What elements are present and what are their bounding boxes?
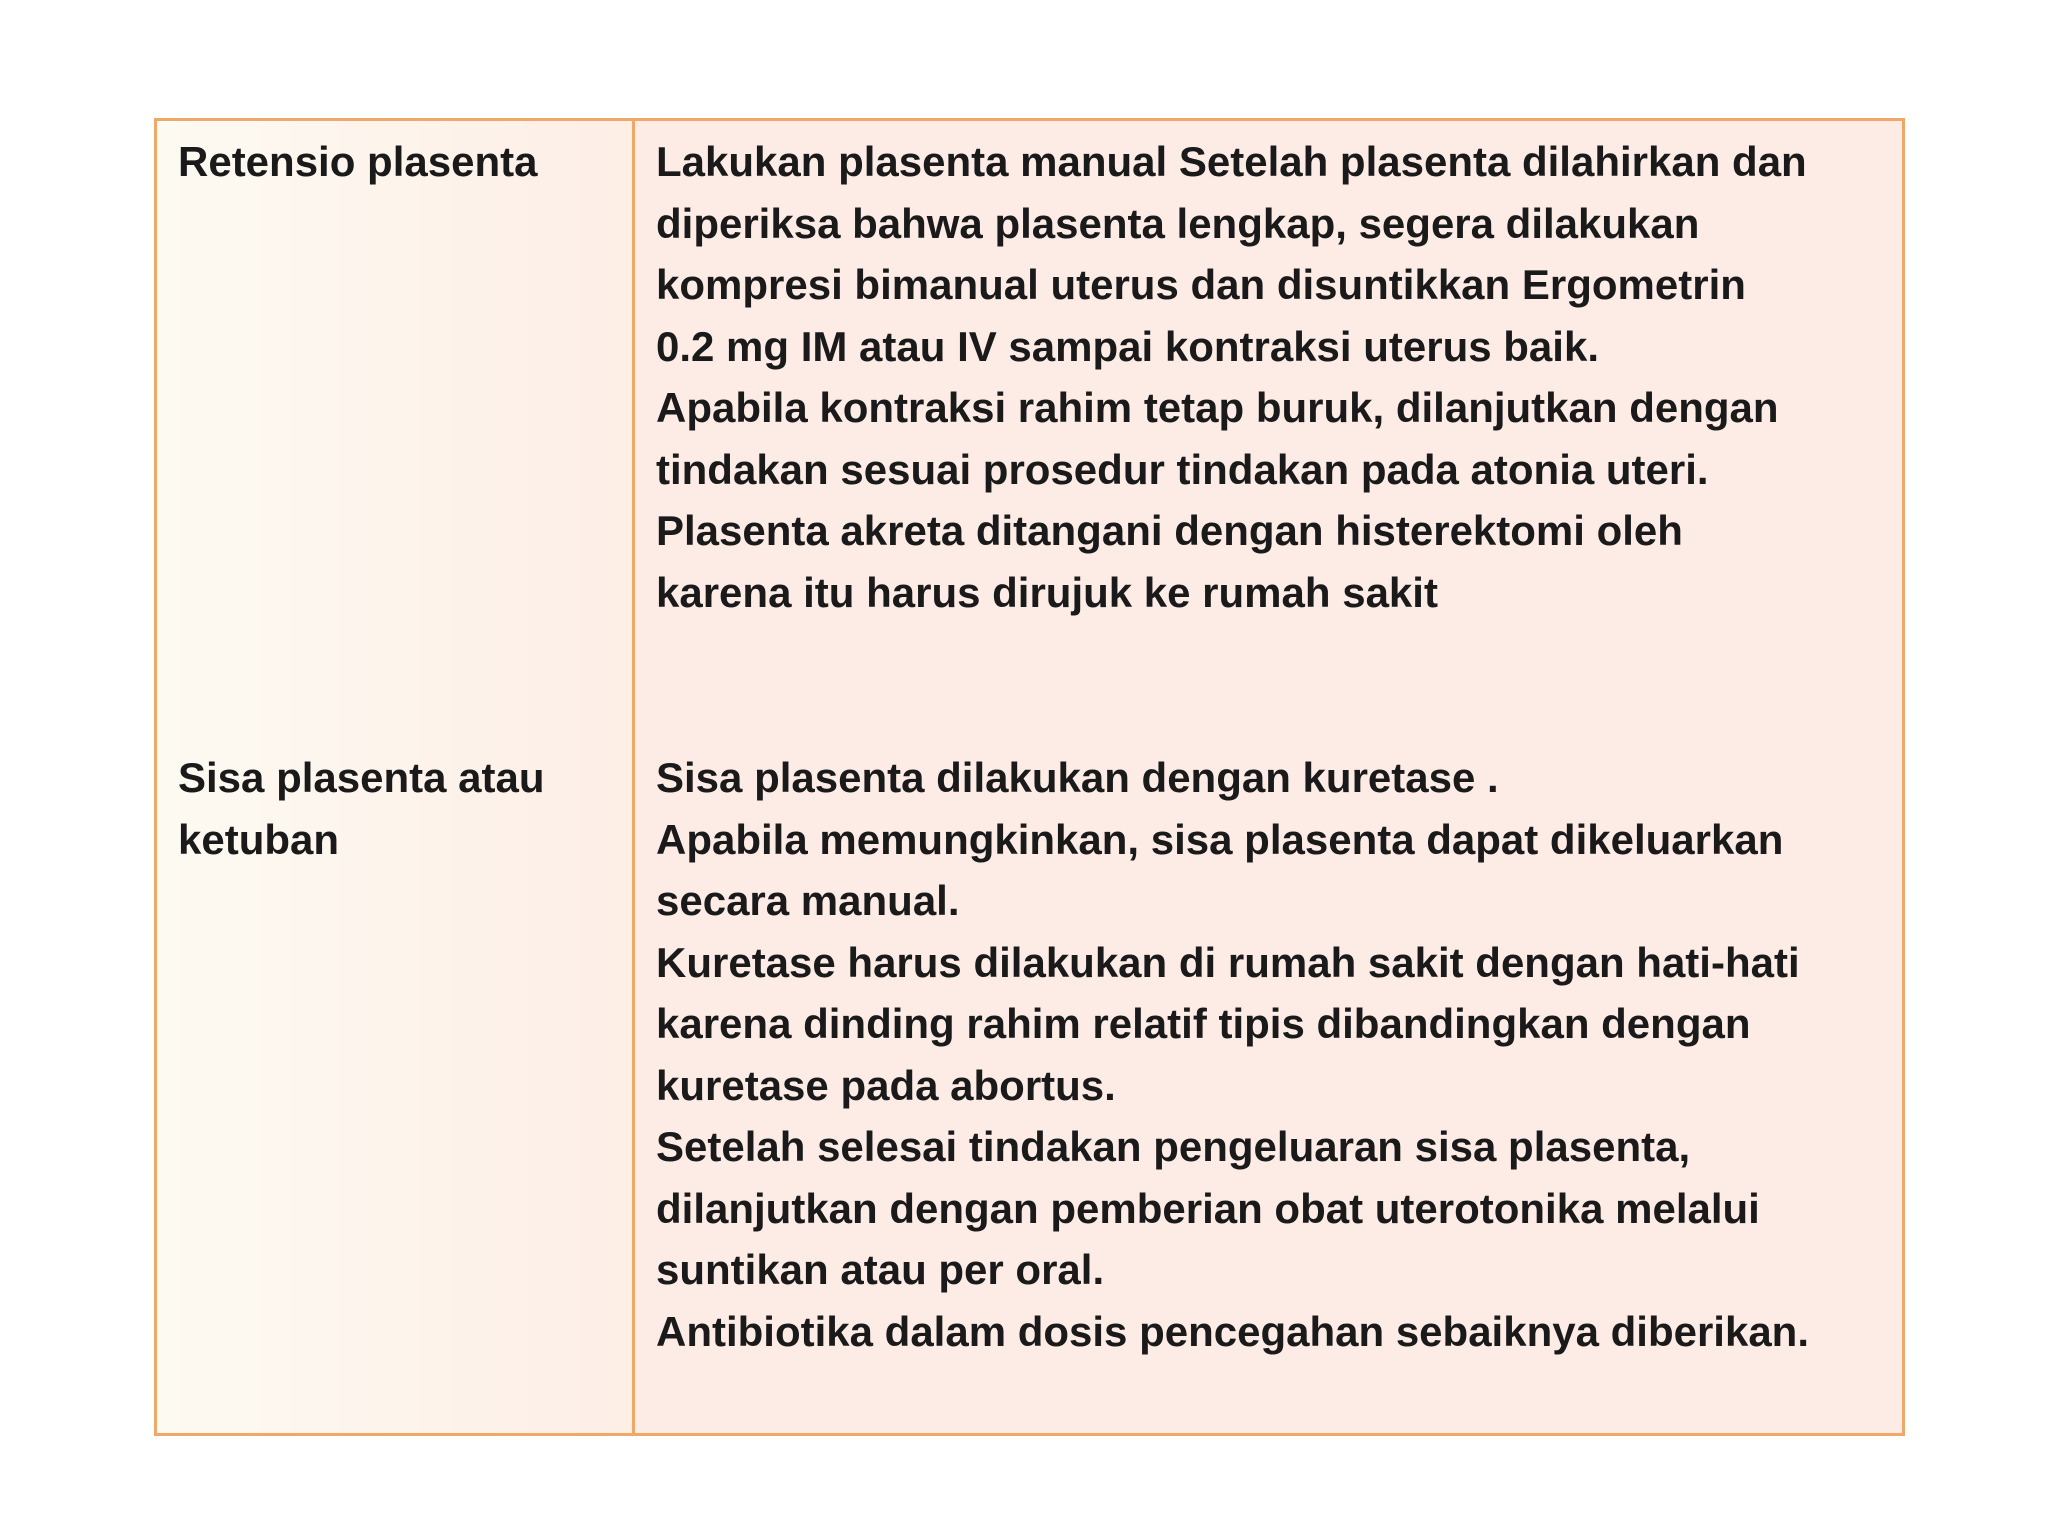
management-text-line: karena dinding rahim relatif tipis dibandingkan dengan — [656, 1000, 1751, 1047]
management-text-line: Setelah selesai tindakan pengeluaran sisa plasenta, — [656, 1123, 1691, 1170]
management-text-line: karena itu harus dirujuk ke rumah sakit — [656, 568, 1438, 616]
management-cell-sisa-plasenta — [656, 747, 1809, 1362]
condition-cell-sisa-plasenta — [178, 747, 545, 870]
condition-column — [157, 121, 635, 1433]
condition-text-line: ketuban — [178, 815, 340, 863]
management-text-line: Lakukan plasenta manual Setelah plasenta dilahirkan dan — [656, 138, 1807, 185]
management-text-line: Antibiotika dalam dosis pencegahan sebaiknya diberikan. — [656, 1307, 1810, 1355]
management-column — [635, 121, 1902, 1433]
management-text-line: kompresi bimanual uterus dan disuntikkan Ergometrin — [656, 261, 1746, 308]
management-text-line: diperiksa bahwa plasenta lengkap, segera dilakukan — [656, 199, 1700, 247]
management-text-line: kuretase pada abortus. — [656, 1061, 1116, 1109]
management-table — [154, 118, 1905, 1436]
condition-text-line: Sisa plasenta atau — [178, 754, 545, 801]
management-cell-retensio — [656, 131, 1807, 623]
management-text-line: dilanjutkan dengan pemberian obat uterotonika melalui — [656, 1184, 1760, 1232]
management-text-line: Apabila kontraksi rahim tetap buruk, dilanjutkan dengan — [656, 384, 1779, 431]
condition-cell-retensio — [178, 131, 537, 193]
management-text-line: 0.2 mg IM atau IV sampai kontraksi uterus baik. — [656, 322, 1599, 370]
management-text-line: tindakan sesuai prosedur tindakan pada atonia uteri. — [656, 445, 1709, 493]
management-text-line: Plasenta akreta ditangani dengan histerektomi oleh — [656, 507, 1683, 554]
management-text-line: suntikan atau per oral. — [656, 1246, 1105, 1293]
management-text-line: Kuretase harus dilakukan di rumah sakit dengan hati-hati — [656, 938, 1800, 986]
management-text-line: secara manual. — [656, 877, 960, 924]
management-text-line: Sisa plasenta dilakukan dengan kuretase . — [656, 754, 1499, 801]
management-text-line: Apabila memungkinkan, sisa plasenta dapat dikeluarkan — [656, 815, 1784, 863]
condition-text-line: Retensio plasenta — [178, 138, 538, 185]
